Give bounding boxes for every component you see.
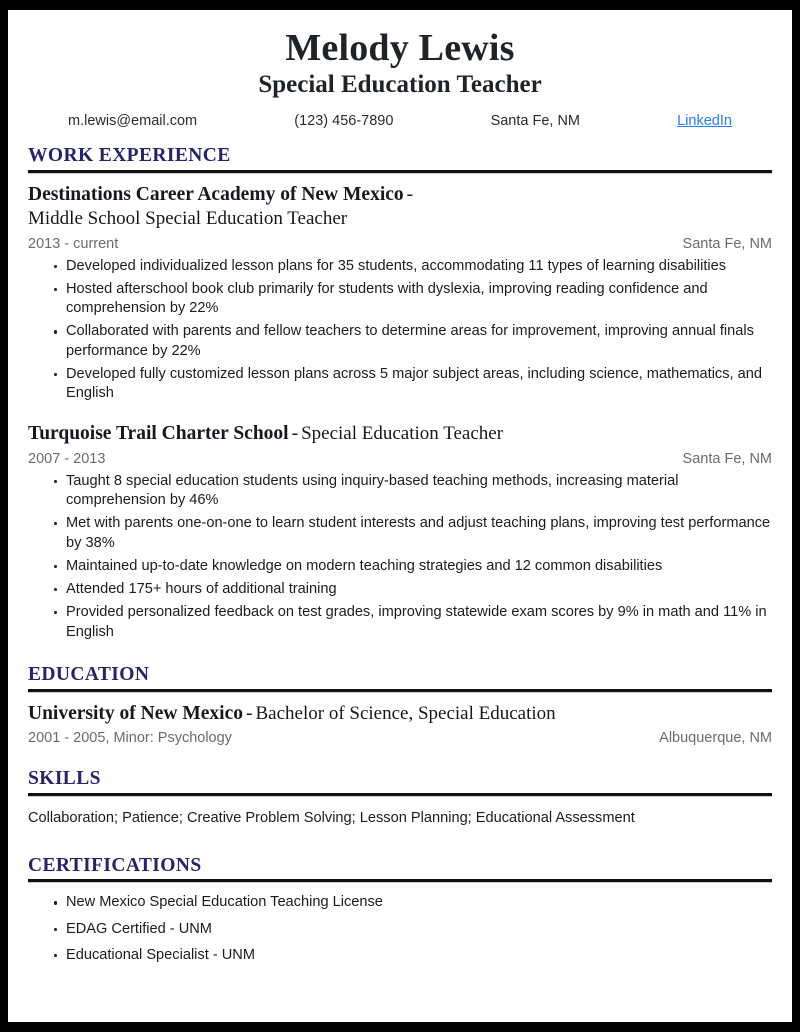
work-entry-meta: [28, 236, 772, 252]
education-entry-headline: [28, 702, 772, 726]
contact-location: Santa Fe, NM: [490, 112, 581, 129]
work-bullet-list: [28, 257, 772, 404]
section-heading-certifications: CERTIFICATIONS: [28, 854, 202, 876]
work-bullet: Developed fully customized lesson plans across 5 major subject areas, including science, mathematics, and English: [28, 365, 772, 404]
work-organization: Destinations Career Academy of New Mexico: [28, 183, 404, 205]
work-bullet: Met with parents one-on-one to learn student interests and adjust teaching plans, improving test performance by 38%: [28, 514, 772, 553]
resume-header: [28, 28, 772, 129]
section-divider: [28, 170, 772, 174]
education-location: Albuquerque, NM: [659, 729, 772, 746]
section-heading-skills: SKILLS: [28, 767, 101, 789]
work-bullet: Maintained up-to-date knowledge on modern teaching strategies and 12 common disabilities: [28, 557, 772, 576]
work-bullet: Provided personalized feedback on test grades, improving statewide exam scores by 9% in math and 11% in English: [28, 603, 772, 642]
education-dates: 2001 - 2005, Minor: Psychology: [28, 729, 232, 746]
section-skills: [28, 768, 772, 829]
section-certifications: [28, 855, 772, 966]
section-education: [28, 664, 772, 746]
work-location: Santa Fe, NM: [682, 450, 772, 467]
contact-bar: [68, 113, 732, 129]
work-role: Special Education Teacher: [301, 423, 504, 445]
education-entry-meta: [28, 730, 772, 746]
education-degree: Bachelor of Science, Special Education: [255, 702, 556, 724]
candidate-name: Melody Lewis: [285, 27, 515, 69]
work-location: Santa Fe, NM: [682, 235, 772, 252]
section-heading-education: EDUCATION: [28, 663, 150, 685]
contact-email[interactable]: m.lewis@email.com: [68, 112, 198, 129]
work-dates: 2007 - 2013: [28, 450, 106, 467]
resume-page: [8, 10, 792, 1022]
work-bullet: Attended 175+ hours of additional training: [28, 580, 772, 599]
work-dates: 2013 - current: [28, 235, 119, 252]
headline-separator: -: [291, 423, 299, 445]
work-organization: Turquoise Trail Charter School: [28, 423, 289, 445]
section-divider: [28, 879, 772, 883]
section-work-experience: [28, 145, 772, 642]
work-entry-meta: [28, 451, 772, 467]
certification-item: New Mexico Special Education Teaching License: [28, 893, 772, 912]
certification-item: EDAG Certified - UNM: [28, 920, 772, 939]
contact-phone: (123) 456-7890: [294, 112, 394, 129]
education-institution: University of New Mexico: [28, 702, 243, 724]
skills-list-text: Collaboration; Patience; Creative Problem Solving; Lesson Planning; Educational Assessment: [28, 809, 635, 826]
headline-separator: -: [406, 183, 414, 205]
work-bullet-list: [28, 472, 772, 642]
work-bullet: Taught 8 special education students using inquiry-based teaching methods, increasing material comprehension by 46%: [28, 472, 772, 511]
contact-linkedin-link[interactable]: LinkedIn: [677, 112, 732, 129]
candidate-job-title: Special Education Teacher: [258, 71, 542, 99]
certification-list: [28, 893, 772, 965]
work-role: Middle School Special Education Teacher: [28, 207, 348, 229]
education-entry: [28, 702, 772, 746]
work-bullet: Collaborated with parents and fellow teachers to determine areas for improvement, improving annual finals performance by 22%: [28, 322, 772, 361]
section-divider: [28, 793, 772, 797]
section-divider: [28, 689, 772, 693]
work-entry: [28, 183, 772, 404]
work-bullet: Developed individualized lesson plans for 35 students, accommodating 11 types of learning disabilities: [28, 257, 772, 276]
work-entry-headline: [28, 422, 772, 446]
work-bullet: Hosted afterschool book club primarily for students with dyslexia, improving reading confidence and comprehension by 22%: [28, 280, 772, 319]
certification-item: Educational Specialist - UNM: [28, 946, 772, 965]
headline-separator: -: [245, 702, 253, 724]
work-entry: [28, 422, 772, 641]
section-heading-work: WORK EXPERIENCE: [28, 144, 231, 166]
work-entry-headline: [28, 183, 772, 207]
